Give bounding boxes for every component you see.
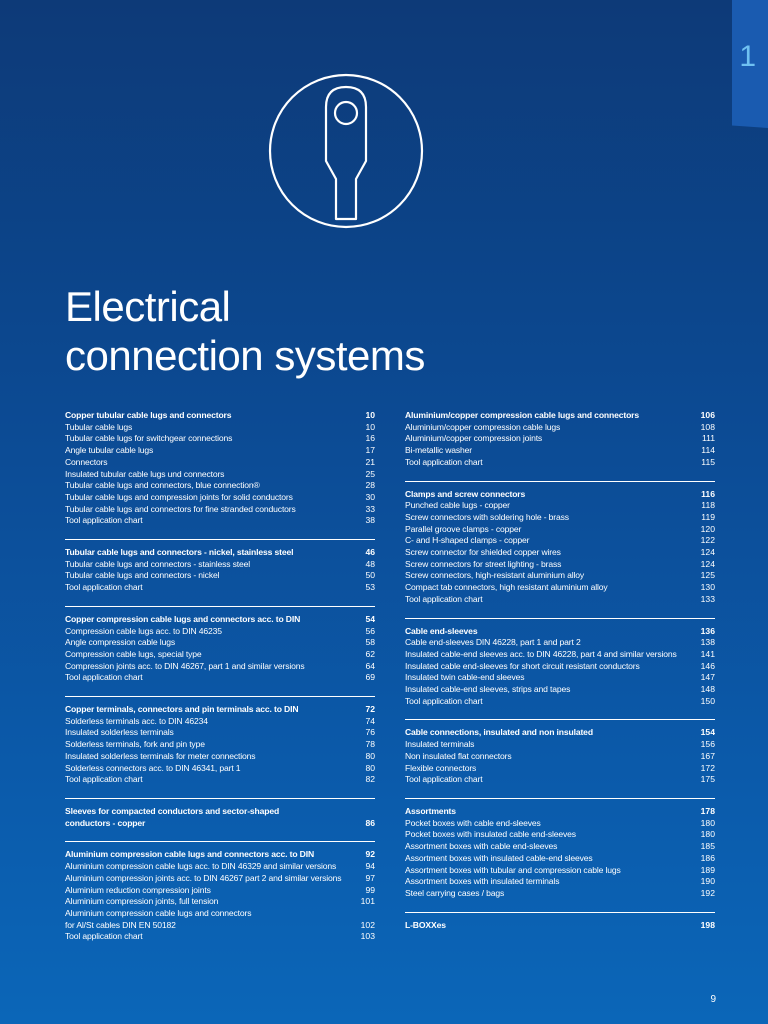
toc-entry-page: 146: [700, 660, 715, 671]
toc-entry-page: 69: [365, 672, 375, 683]
section-heading[interactable]: [65, 818, 375, 830]
section-heading[interactable]: [65, 547, 375, 559]
section-heading-page: 10: [365, 410, 375, 420]
toc-entry-label: Pocket boxes with insulated cable end-sleeves: [405, 829, 576, 840]
toc-entry-label: Compression cable lugs, special type: [65, 648, 202, 659]
page-title: Electrical connection systems: [65, 283, 425, 379]
toc-entry[interactable]: [65, 751, 375, 763]
toc-entry-page: 186: [700, 852, 715, 863]
toc-entry-page: 21: [365, 456, 375, 467]
section-heading-label: L-BOXXes: [405, 919, 446, 930]
toc-entry-page: 17: [365, 445, 375, 456]
toc-entry[interactable]: [405, 524, 715, 536]
section-heading-label: Assortments: [405, 805, 456, 816]
toc-section: [65, 539, 375, 594]
toc-entry-label: Solderless terminals, fork and pin type: [65, 739, 205, 750]
toc-entry-page: 64: [365, 660, 375, 671]
toc-right-column: [405, 410, 715, 943]
page-number: 9: [710, 994, 716, 1005]
toc-entry-label: Cable end-sleeves DIN 46228, part 1 and part 2: [405, 637, 581, 648]
toc-entry-label: Insulated cable-end sleeves, strips and tapes: [405, 684, 571, 695]
toc-entry-page: 33: [365, 503, 375, 514]
toc-entry[interactable]: [405, 559, 715, 571]
toc-section: [65, 606, 375, 684]
toc-entry[interactable]: [65, 861, 375, 873]
section-heading[interactable]: [405, 626, 715, 638]
toc-entry-page: 10: [365, 421, 375, 432]
toc-entry-page: 38: [365, 515, 375, 526]
toc-entry-label: Tool application chart: [405, 593, 483, 604]
toc-entry-page: 76: [365, 727, 375, 738]
toc-entry[interactable]: [405, 512, 715, 524]
toc-entry-label: Solderless terminals acc. to DIN 46234: [65, 715, 208, 726]
toc-entry-page: 124: [700, 547, 715, 558]
toc-entry[interactable]: [65, 457, 375, 469]
section-heading-page: 198: [700, 919, 715, 930]
toc-entry-label: Insulated twin cable-end sleeves: [405, 672, 525, 683]
section-heading-label: Clamps and screw connectors: [405, 488, 526, 499]
section-heading-page: 92: [365, 849, 375, 860]
toc-entry[interactable]: [405, 684, 715, 696]
toc-entry[interactable]: [405, 751, 715, 763]
section-heading-page: 106: [700, 410, 715, 420]
toc-entry[interactable]: [405, 594, 715, 606]
toc-entry-page: 99: [365, 884, 375, 895]
toc-entry[interactable]: [405, 841, 715, 853]
toc-entry-page: 192: [700, 887, 715, 898]
toc-entry-label: Screw connectors for street lighting - brass: [405, 558, 562, 569]
toc-entry[interactable]: [65, 774, 375, 786]
toc-entry-page: 78: [365, 739, 375, 750]
toc-entry-label: Insulated solderless terminals for meter connections: [65, 750, 256, 761]
toc-entry-label: for Al/St cables DIN EN 50182: [65, 919, 176, 930]
toc-entry-label: Tubular cable lugs and connectors, blue connection®: [65, 480, 260, 491]
toc-entry-label: Aluminium compression cable lugs acc. to DIN 46329 and similar versions: [65, 861, 337, 872]
toc-entry-page: 48: [365, 558, 375, 569]
toc-entry-label: Aluminium/copper compression cable lugs: [405, 421, 561, 432]
toc-entry[interactable]: [405, 649, 715, 661]
toc-entry-label: Aluminium compression joints acc. to DIN 46267 part 2 and similar versions: [65, 872, 342, 883]
toc-entry-label: Assortment boxes with cable end-sleeves: [405, 841, 558, 852]
toc-entry[interactable]: [65, 469, 375, 481]
toc-entry[interactable]: [65, 739, 375, 751]
toc-entry-page: 97: [365, 872, 375, 883]
toc-entry-label: Tool application chart: [405, 456, 483, 467]
section-heading[interactable]: [65, 849, 375, 861]
toc-entry-label: Tubular cable lugs and connectors - nickel: [65, 570, 220, 581]
toc-section: [65, 696, 375, 786]
section-heading-label: Copper terminals, connectors and pin terminals acc. to DIN: [65, 704, 299, 715]
toc-entry-label: Tool application chart: [65, 774, 143, 785]
toc-entry-page: 147: [700, 672, 715, 683]
toc-entry-page: 30: [365, 491, 375, 502]
toc-entry-label: Tool application chart: [65, 931, 143, 942]
toc-entry-page: 141: [700, 648, 715, 659]
toc-entry[interactable]: [405, 445, 715, 457]
toc-entry[interactable]: [65, 873, 375, 885]
section-heading-page: 116: [701, 488, 715, 499]
toc-entry-page: 122: [700, 535, 715, 546]
toc-entry[interactable]: [405, 818, 715, 830]
section-heading[interactable]: [65, 806, 375, 818]
section-heading-label: Tubular cable lugs and connectors - nickel, stainless steel: [65, 547, 294, 558]
toc-entry-label: Connectors: [65, 456, 108, 467]
toc-entry-label: Punched cable lugs - copper: [405, 500, 510, 511]
toc-entry-page: 56: [365, 625, 375, 636]
toc-section: [405, 912, 715, 932]
toc-entry-page: 62: [365, 648, 375, 659]
toc-entry-page: 156: [700, 739, 715, 750]
section-heading[interactable]: [65, 704, 375, 716]
toc-entry[interactable]: [65, 433, 375, 445]
toc-entry[interactable]: [65, 445, 375, 457]
section-heading-label: Copper tubular cable lugs and connectors: [65, 410, 232, 420]
toc-entry-page: 25: [365, 468, 375, 479]
section-heading-label: conductors - copper: [65, 817, 146, 828]
toc-entry[interactable]: [65, 920, 375, 932]
toc-entry[interactable]: [65, 626, 375, 638]
section-heading-label: Cable connections, insulated and non insulated: [405, 727, 593, 738]
toc-entry[interactable]: [65, 422, 375, 434]
toc-entry-page: 94: [365, 861, 375, 872]
toc-entry-page: 119: [701, 511, 715, 522]
toc-entry-label: Parallel groove clamps - copper: [405, 523, 522, 534]
toc-entry-page: 111: [701, 433, 715, 444]
section-heading-page: 178: [700, 805, 715, 816]
toc-entry-page: 172: [700, 762, 715, 773]
section-heading[interactable]: [405, 410, 715, 422]
toc-entry[interactable]: [65, 931, 375, 943]
section-heading-page: 46: [365, 547, 375, 558]
toc-entry[interactable]: [405, 433, 715, 445]
toc-entry-page: 180: [700, 817, 715, 828]
toc-entry-page: 189: [700, 864, 715, 875]
cable-lug-icon: [268, 73, 424, 229]
toc-entry[interactable]: [405, 500, 715, 512]
toc-entry-page: 185: [700, 841, 715, 852]
toc-entry-label: Screw connectors with soldering hole - brass: [405, 511, 569, 522]
section-heading-page: 136: [700, 625, 715, 636]
toc-entry[interactable]: [65, 885, 375, 897]
toc-entry-page: 114: [701, 445, 715, 456]
toc-entry-label: Tool application chart: [405, 695, 483, 706]
toc-entry[interactable]: [405, 582, 715, 594]
toc-section: [65, 798, 375, 829]
toc-entry[interactable]: [65, 908, 375, 920]
toc-entry-page: 103: [360, 931, 375, 942]
chapter-number: 1: [739, 40, 756, 73]
toc-entry-label: Assortment boxes with tubular and compression cable lugs: [405, 864, 621, 875]
toc-section: [405, 410, 715, 469]
toc-entry-page: 175: [700, 774, 715, 785]
toc-entry-label: Assortment boxes with insulated terminals: [405, 876, 560, 887]
toc-entry-page: 58: [365, 637, 375, 648]
toc-entry-label: Bi-metallic washer: [405, 445, 473, 456]
toc-entry-label: Non insulated flat connectors: [405, 750, 512, 761]
toc-entry[interactable]: [405, 865, 715, 877]
toc-entry-label: Tool application chart: [405, 774, 483, 785]
toc-entry[interactable]: [405, 888, 715, 900]
toc-entry-label: Tubular cable lugs and connectors - stainless steel: [65, 558, 251, 569]
section-heading-label: Cable end-sleeves: [405, 625, 478, 636]
toc-entry[interactable]: [65, 727, 375, 739]
toc-entry-page: 124: [700, 558, 715, 569]
toc-entry[interactable]: [405, 763, 715, 775]
section-heading[interactable]: [405, 489, 715, 501]
toc-entry-label: Angle compression cable lugs: [65, 637, 175, 648]
toc-entry-page: 108: [700, 421, 715, 432]
toc-entry-page: 102: [360, 919, 375, 930]
toc-entry-page: 125: [700, 570, 715, 581]
toc-entry-page: 118: [701, 500, 715, 511]
toc-entry[interactable]: [65, 570, 375, 582]
section-heading-label: Copper compression cable lugs and connectors acc. to DIN: [65, 613, 301, 624]
section-heading-label: Aluminium compression cable lugs and connectors acc. to DIN: [65, 849, 315, 860]
toc-entry-page: 133: [700, 593, 715, 604]
toc-entry-page: 80: [365, 762, 375, 773]
toc-entry-label: Tool application chart: [65, 672, 143, 683]
toc-entry-label: Insulated terminals: [405, 739, 475, 750]
toc-entry-label: Compact tab connectors, high resistant aluminium alloy: [405, 582, 608, 593]
toc-entry[interactable]: [65, 637, 375, 649]
toc-entry[interactable]: [405, 696, 715, 708]
toc-entry-label: Screw connector for shielded copper wires: [405, 547, 561, 558]
toc-entry[interactable]: [405, 547, 715, 559]
toc-entry[interactable]: [65, 661, 375, 673]
toc-section: [65, 841, 375, 943]
toc-entry-label: Aluminium reduction compression joints: [65, 884, 211, 895]
toc-entry-label: Tubular cable lugs for switchgear connections: [65, 433, 233, 444]
toc-entry-page: 80: [365, 750, 375, 761]
toc-entry-label: Pocket boxes with cable end-sleeves: [405, 817, 541, 828]
toc-entry[interactable]: [405, 774, 715, 786]
toc-entry-label: Angle tubular cable lugs: [65, 445, 154, 456]
toc-entry[interactable]: [405, 739, 715, 751]
toc-entry[interactable]: [65, 649, 375, 661]
toc-entry-page: 28: [365, 480, 375, 491]
toc-entry-label: Compression joints acc. to DIN 46267, part 1 and similar versions: [65, 660, 305, 671]
toc-entry-label: Assortment boxes with insulated cable-end sleeves: [405, 852, 593, 863]
toc-entry-label: Insulated tubular cable lugs und connectors: [65, 468, 225, 479]
toc-entry-label: Tubular cable lugs and compression joints for solid conductors: [65, 491, 293, 502]
toc-entry-label: Aluminium compression joints, full tension: [65, 896, 219, 907]
toc-entry-page: 130: [700, 582, 715, 593]
toc-entry-label: Screw connectors, high-resistant aluminium alloy: [405, 570, 585, 581]
toc-entry-page: 16: [365, 433, 375, 444]
toc-entry-page: 180: [700, 829, 715, 840]
section-heading[interactable]: [405, 806, 715, 818]
section-heading-page: 86: [365, 817, 375, 828]
toc-entry-label: Flexible connectors: [405, 762, 477, 773]
toc-entry-page: 120: [700, 523, 715, 534]
toc-entry[interactable]: [65, 480, 375, 492]
toc-entry-label: Tool application chart: [65, 582, 143, 593]
toc-entry-page: 101: [360, 896, 375, 907]
section-heading[interactable]: [65, 410, 375, 422]
toc-entry-page: 138: [700, 637, 715, 648]
toc-section: [65, 410, 375, 527]
toc-section: [405, 481, 715, 606]
section-heading-page: 72: [365, 704, 375, 715]
toc-section: [405, 618, 715, 708]
toc-entry-page: 115: [701, 456, 715, 467]
section-heading[interactable]: [405, 920, 715, 932]
toc-entry-label: C- and H-shaped clamps - copper: [405, 535, 530, 546]
toc-entry[interactable]: [65, 896, 375, 908]
section-heading[interactable]: [405, 727, 715, 739]
section-heading-label: Aluminium/copper compression cable lugs and connectors: [405, 410, 640, 420]
toc-left-column: [65, 410, 375, 955]
toc-entry-label: Insulated cable-end sleeves acc. to DIN 46228, part 4 and similar versions: [405, 648, 677, 659]
toc-entry-page: 82: [365, 774, 375, 785]
toc-entry[interactable]: [405, 535, 715, 547]
toc-entry-page: 148: [700, 684, 715, 695]
toc-section: [405, 798, 715, 900]
toc-entry[interactable]: [405, 457, 715, 469]
toc-entry[interactable]: [405, 637, 715, 649]
toc-entry-page: 167: [700, 750, 715, 761]
toc-entry[interactable]: [405, 853, 715, 865]
toc-entry[interactable]: [65, 582, 375, 594]
toc-section: [405, 719, 715, 786]
toc-entry-label: Compression cable lugs acc. to DIN 46235: [65, 625, 222, 636]
toc-entry-label: Tubular cable lugs: [65, 421, 133, 432]
section-heading-label: Sleeves for compacted conductors and sector-shaped: [65, 805, 280, 816]
toc-entry-label: Insulated solderless terminals: [65, 727, 174, 738]
toc-entry[interactable]: [65, 515, 375, 527]
toc-entry-page: 53: [365, 582, 375, 593]
toc-entry-label: Tool application chart: [65, 515, 143, 526]
toc-entry-label: Solderless connectors acc. to DIN 46341, part 1: [65, 762, 241, 773]
toc-entry-label: Aluminium/copper compression joints: [405, 433, 543, 444]
toc-entry[interactable]: [405, 876, 715, 888]
toc-entry[interactable]: [65, 672, 375, 684]
toc-entry-page: 150: [700, 695, 715, 706]
section-heading-page: 154: [700, 727, 715, 738]
toc-entry[interactable]: [65, 504, 375, 516]
toc-entry-label: Aluminium compression cable lugs and connectors: [65, 907, 252, 918]
toc-entry-label: Insulated cable end-sleeves for short circuit resistant conductors: [405, 660, 640, 671]
toc-entry-label: Steel carrying cases / bags: [405, 887, 505, 898]
toc-entry[interactable]: [405, 829, 715, 841]
toc-entry-page: 74: [365, 715, 375, 726]
toc-entry[interactable]: [65, 559, 375, 571]
toc-entry[interactable]: [405, 570, 715, 582]
section-heading-page: 54: [365, 613, 375, 624]
toc-entry[interactable]: [65, 716, 375, 728]
toc-entry-page: 50: [365, 570, 375, 581]
toc-entry[interactable]: [405, 661, 715, 673]
toc-entry[interactable]: [65, 492, 375, 504]
toc-entry[interactable]: [405, 672, 715, 684]
toc-entry-page: 190: [700, 876, 715, 887]
section-heading[interactable]: [65, 614, 375, 626]
toc-entry[interactable]: [65, 763, 375, 775]
toc-entry-label: Tubular cable lugs and connectors for fine stranded conductors: [65, 503, 296, 514]
toc-entry[interactable]: [405, 422, 715, 434]
